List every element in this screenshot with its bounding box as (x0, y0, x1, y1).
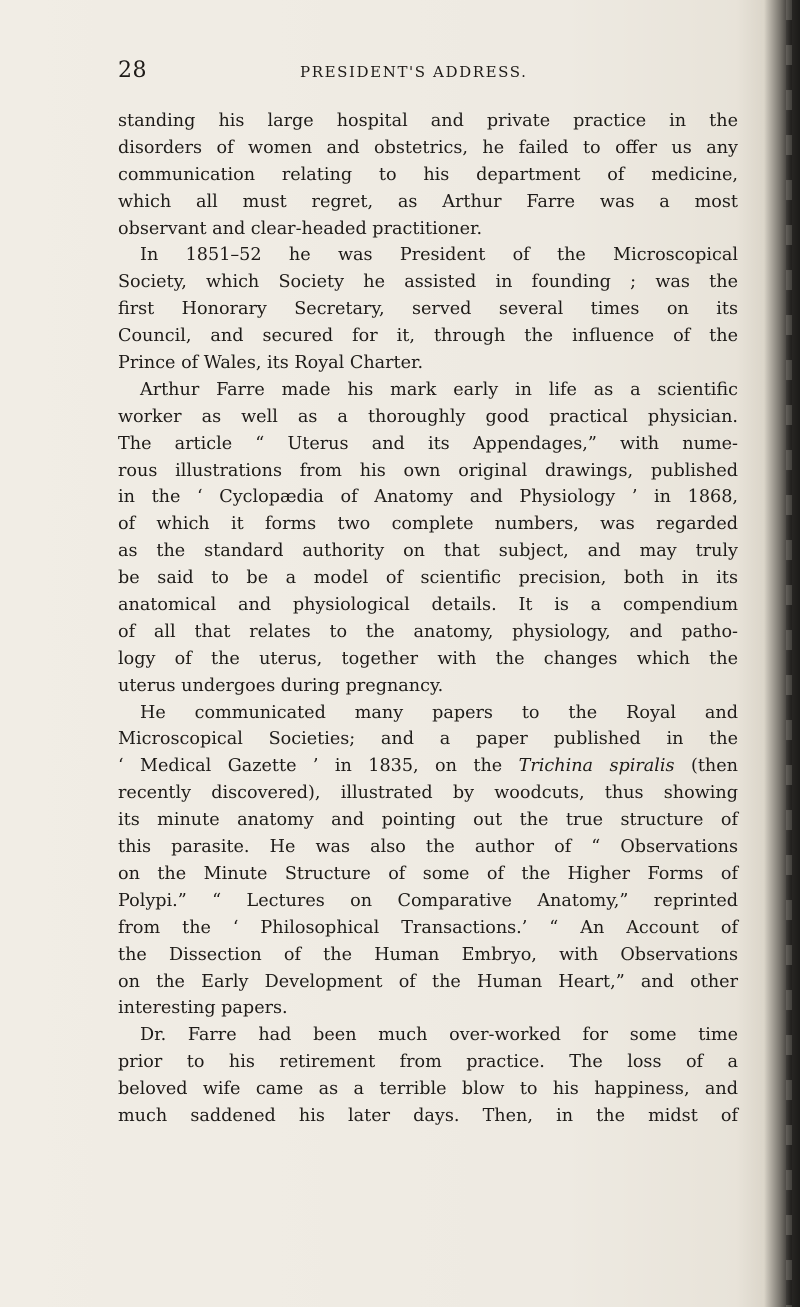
text-line: He communicated many papers to the Royal and (140, 702, 738, 723)
text-line: logy of the uterus, together with the changes which the (118, 648, 738, 669)
text-line: beloved wife came as a terrible blow to his happiness, and (118, 1079, 738, 1100)
body-text (118, 108, 738, 1130)
text-line: this parasite. He was also the author of “ Observations (118, 837, 738, 858)
text-line: Prince of Wales, its Royal Charter. (118, 353, 424, 374)
text-line: of which it forms two complete numbers, was regarded (118, 514, 738, 535)
text-line: observant and clear-headed practitioner. (118, 218, 483, 239)
text-line: in the ‘ Cyclopædia of Anatomy and Physiology ’ in 1868, (118, 487, 738, 508)
text-line: disorders of women and obstetrics, he failed to offer us any (118, 137, 738, 158)
text-line: the Dissection of the Human Embryo, with Observations (118, 944, 738, 965)
text-line: Arthur Farre made his mark early in life as a scientific (140, 379, 738, 400)
text-line: from the ‘ Philosophical Transactions.’ “ An Account of (118, 917, 738, 938)
text-line: as the standard authority on that subject, and may truly (118, 541, 738, 562)
text-line: much saddened his later days. Then, in the midst of (118, 1105, 738, 1126)
text-line: first Honorary Secretary, served several times on its (118, 299, 738, 320)
page-number: 28 (118, 58, 147, 83)
text-line: worker as well as a thoroughly good practical physician. (118, 406, 738, 427)
text-line: The article “ Uterus and its Appendages,” with nume- (118, 433, 738, 454)
page-header (118, 58, 738, 88)
text-line: Council, and secured for it, through the influence of the (118, 326, 738, 347)
text-line: uterus undergoes during pregnancy. (118, 675, 444, 696)
text-line: which all must regret, as Arthur Farre was a most (118, 191, 738, 212)
text-line: In 1851–52 he was President of the Microscopical (140, 245, 738, 266)
text-line: anatomical and physiological details. It is a compendium (118, 595, 738, 616)
text-line: Dr. Farre had been much over-worked for some time (140, 1025, 738, 1046)
text-line: of all that relates to the anatomy, physiology, and patho- (118, 621, 738, 642)
text-line: interesting papers. (118, 998, 288, 1019)
text-line: Society, which Society he assisted in founding ; was the (118, 272, 738, 293)
text-line: rous illustrations from his own original drawings, published (118, 460, 738, 481)
text-line: its minute anatomy and pointing out the true structure of (118, 810, 738, 831)
text-line: ‘ Medical Gazette ’ in 1835, on the Trichina spiralis (then (118, 756, 738, 777)
text-line: on the Early Development of the Human Heart,” and other (118, 971, 738, 992)
species-name: Trichina spiralis (518, 756, 675, 777)
text-line: be said to be a model of scientific precision, both in its (118, 568, 738, 589)
text-line: on the Minute Structure of some of the Higher Forms of (118, 863, 738, 884)
page-edge-streak (786, 0, 792, 1307)
text-line: recently discovered), illustrated by woodcuts, thus showing (118, 783, 738, 804)
text-line: communication relating to his department of medicine, (118, 164, 738, 185)
text-line: Microscopical Societies; and a paper published in the (118, 729, 738, 750)
text-line: Polypi.” “ Lectures on Comparative Anatomy,” reprinted (118, 890, 738, 911)
text-line: prior to his retirement from practice. The loss of a (118, 1052, 738, 1073)
page-edge-shadow (764, 0, 800, 1307)
running-head: PRESIDENT'S ADDRESS. (300, 63, 528, 81)
text-line: standing his large hospital and private practice in the (118, 111, 738, 131)
